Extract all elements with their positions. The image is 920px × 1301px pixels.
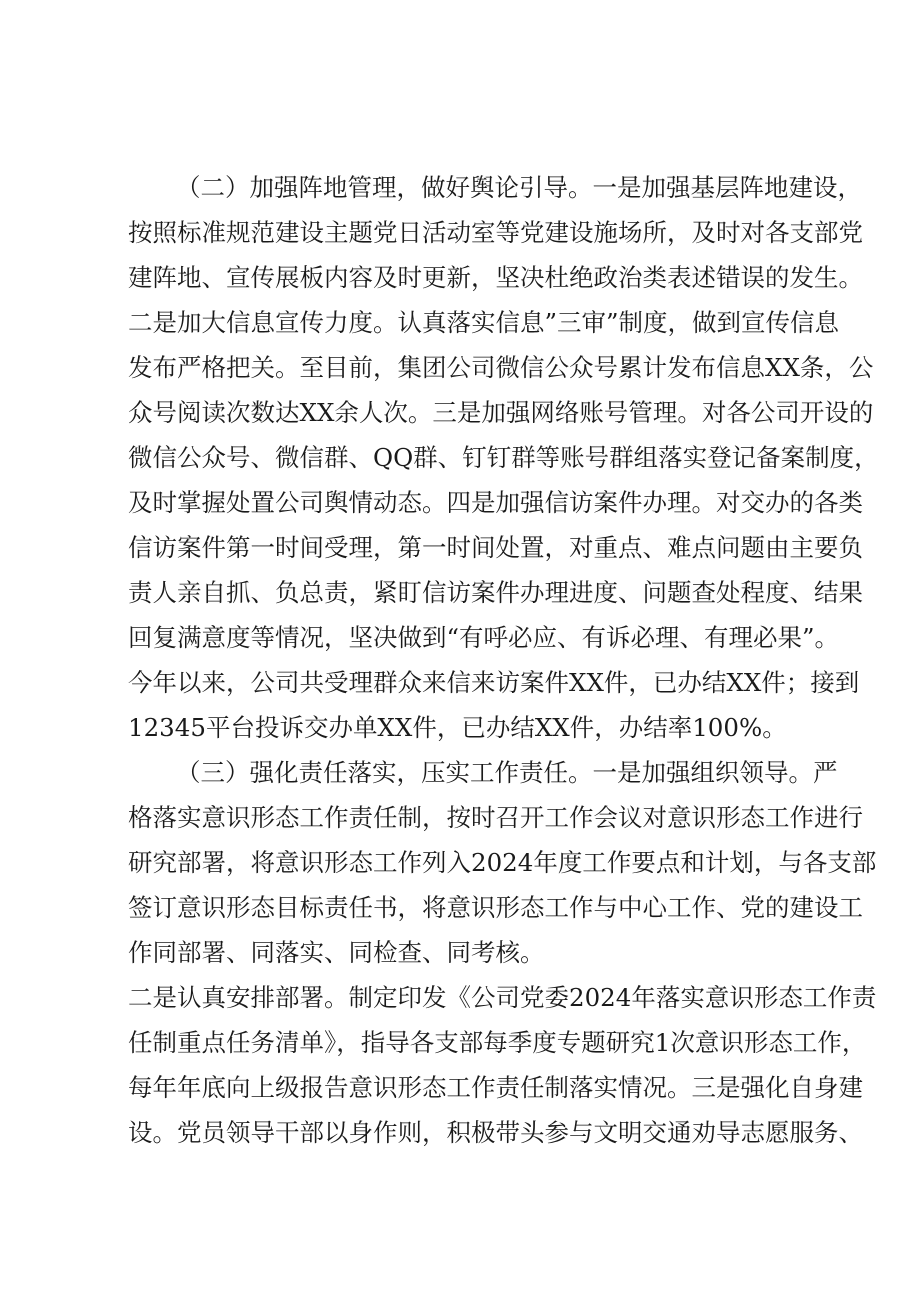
text-line: （三）强化责任落实，压实工作责任。一是加强组织领导。严 (176, 758, 838, 787)
text-line: （二）加强阵地管理，做好舆论引导。一是加强基层阵地建设， (176, 173, 862, 202)
text-line: 研究部署，将意识形态工作列入2024年度工作要点和计划，与各支部 (128, 848, 877, 877)
text-line: 作同部署、同落实、同检查、同考核。 (128, 938, 545, 967)
text-line: 签订意识形态目标责任书，将意识形态工作与中心工作、党的建设工 (128, 893, 863, 922)
text-line: 众号阅读次数达XX余人次。三是加强网络账号管理。对各公司开设的 (128, 398, 874, 427)
text-line: 责人亲自抓、负总责，紧盯信访案件办理进度、问题查处程度、结果 (128, 578, 863, 607)
text-line: 任制重点任务清单》，指导各支部每季度专题研究1次意识形态工作， (128, 1028, 867, 1057)
text-line: 及时掌握处置公司舆情动态。四是加强信访案件办理。对交办的各类 (128, 488, 863, 517)
text-line: 二是加大信息宣传力度。认真落实信息”三审”制度，做到宣传信息 (128, 308, 840, 337)
text-line: 每年年底向上级报告意识形态工作责任制落实情况。三是强化自身建 (128, 1073, 863, 1102)
text-line: 按照标准规范建设主题党日活动室等党建设施场所，及时对各支部党 (128, 218, 863, 247)
text-line: 12345平台投诉交办单XX件，已办结XX件，办结率100%。 (128, 713, 787, 742)
text-line: 微信公众号、微信群、QQ群、钉钉群等账号群组落实登记备案制度， (128, 443, 879, 472)
text-line: 设。党员领导干部以身作则，积极带头参与文明交通劝导志愿服务、 (128, 1118, 863, 1147)
text-line: 回复满意度等情况，坚决做到“有呼必应、有诉必理、有理必果”。 (128, 623, 840, 652)
text-line: 格落实意识形态工作责任制，按时召开工作会议对意识形态工作进行 (128, 803, 863, 832)
text-line: 今年以来，公司共受理群众来信来访案件XX件，已办结XX件；接到 (128, 668, 860, 697)
text-line: 发布严格把关。至目前，集团公司微信公众号累计发布信息XX条，公 (128, 353, 874, 382)
text-line: 二是认真安排部署。制定印发《公司党委2024年落实意识形态工作责 (128, 983, 877, 1012)
text-line: 信访案件第一时间受理，第一时间处置，对重点、难点问题由主要负 (128, 533, 863, 562)
text-line: 建阵地、宣传展板内容及时更新，坚决杜绝政治类表述错误的发生。 (128, 263, 863, 292)
